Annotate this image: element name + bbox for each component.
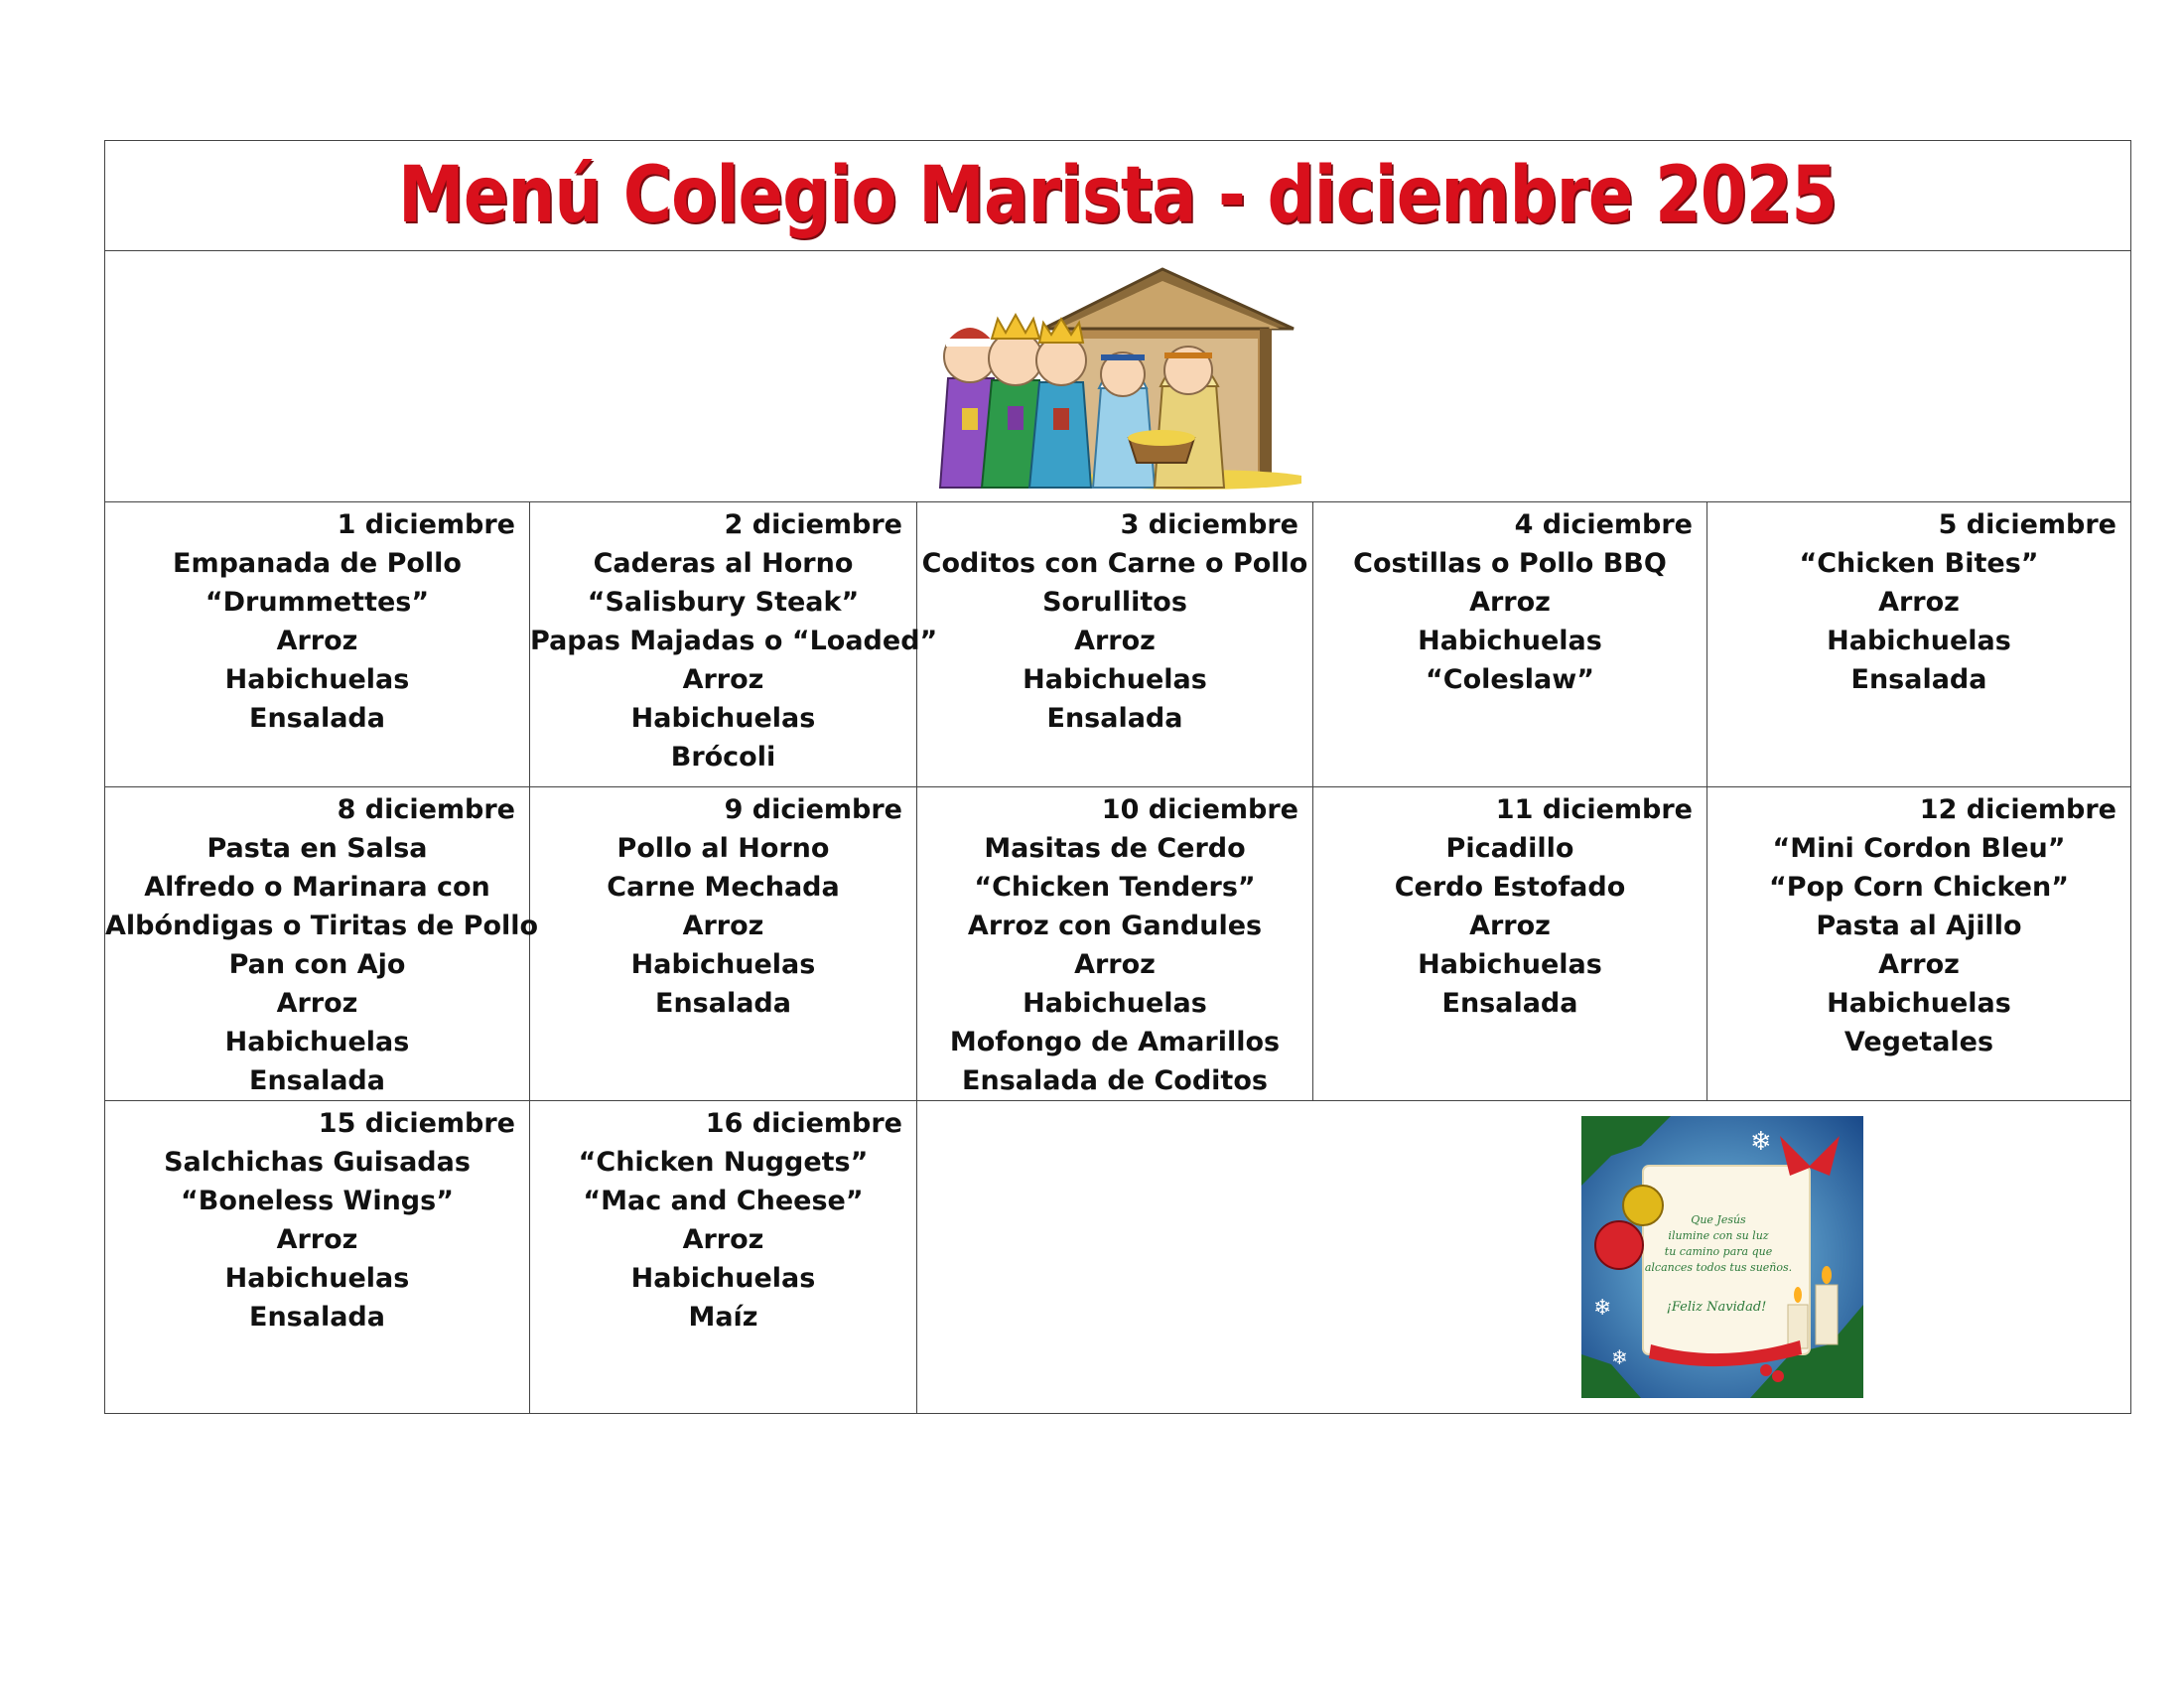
menu-item: “Salisbury Steak” <box>587 587 860 618</box>
menu-item: Ensalada <box>249 703 385 734</box>
card-line-1: Que Jesús <box>1691 1213 1746 1226</box>
day-items <box>1313 829 1706 1023</box>
day-date: 16 diciembre <box>705 1108 902 1139</box>
menu-item: Alfredo o Marinara con <box>144 872 490 903</box>
menu-item: “Mac and Cheese” <box>583 1186 864 1216</box>
menu-item: Coditos con Carne o Pollo <box>921 548 1308 579</box>
day-cell <box>105 787 539 1101</box>
menu-item: Picadillo <box>1445 833 1574 864</box>
christmas-card-cell <box>917 1101 2131 1414</box>
menu-item: Habichuelas <box>1418 626 1602 656</box>
menu-item: Carne Mechada <box>607 872 840 903</box>
day-date: 5 diciembre <box>1938 509 2116 540</box>
menu-item: Pasta en Salsa <box>206 833 428 864</box>
menu-item: “Chicken Nuggets” <box>578 1147 869 1178</box>
menu-item: Arroz <box>1469 587 1551 618</box>
title-cell <box>105 141 2131 251</box>
menu-item: Costillas o Pollo BBQ <box>1353 548 1667 579</box>
day-items <box>530 1143 916 1336</box>
day-date: 15 diciembre <box>318 1108 515 1139</box>
day-cell <box>105 1101 530 1414</box>
day-cell <box>105 502 530 787</box>
day-cell <box>917 502 1313 787</box>
day-cell <box>1313 787 1707 1101</box>
day-date: 4 diciembre <box>1514 509 1693 540</box>
svg-text:❄: ❄ <box>1750 1127 1772 1157</box>
menu-item: Ensalada <box>655 988 791 1019</box>
menu-item: “Boneless Wings” <box>181 1186 454 1216</box>
menu-item: Masitas de Cerdo <box>984 833 1246 864</box>
day-date: 3 diciembre <box>1120 509 1298 540</box>
day-date: 8 diciembre <box>337 794 515 825</box>
menu-item: Ensalada <box>1046 703 1183 734</box>
menu-item: “Chicken Bites” <box>1799 548 2039 579</box>
day-items <box>105 829 539 1100</box>
day-date: 9 diciembre <box>724 794 902 825</box>
menu-item: Arroz <box>1074 626 1156 656</box>
menu-item: Albóndigas o Tiritas de Pollo <box>105 911 539 941</box>
christmas-card-image <box>1581 1116 1863 1398</box>
menu-item: Habichuelas <box>1827 626 2011 656</box>
day-date: 11 diciembre <box>1495 794 1693 825</box>
day-date: 2 diciembre <box>724 509 902 540</box>
menu-item: Habichuelas <box>630 703 816 734</box>
menu-item: Salchichas Guisadas <box>164 1147 471 1178</box>
menu-item: Arroz <box>1469 911 1551 941</box>
menu-item: Habichuelas <box>224 1263 410 1294</box>
day-date: 1 diciembre <box>337 509 515 540</box>
menu-item: Habichuelas <box>224 664 410 695</box>
svg-text:❄: ❄ <box>1593 1296 1612 1321</box>
day-cell <box>530 502 938 787</box>
menu-item: Caderas al Horno <box>593 548 854 579</box>
menu-item: Arroz <box>682 664 764 695</box>
menu-item: Habichuelas <box>1023 988 1207 1019</box>
card-greeting: ¡Feliz Navidad! <box>1666 1300 1767 1315</box>
menu-item: Vegetales <box>1843 1027 1994 1057</box>
menu-item: “Drummettes” <box>205 587 430 618</box>
menu-item: Habichuelas <box>630 1263 816 1294</box>
menu-item: Pasta al Ajillo <box>1816 911 2022 941</box>
day-items <box>105 544 529 738</box>
menu-item: Habichuelas <box>630 949 816 980</box>
menu-item: “Coleslaw” <box>1426 664 1594 695</box>
day-cell <box>530 787 917 1101</box>
day-date: 10 diciembre <box>1101 794 1298 825</box>
menu-item: Brócoli <box>670 742 776 773</box>
day-cell <box>917 787 1313 1101</box>
menu-item: Arroz <box>1074 949 1156 980</box>
menu-item: Habichuelas <box>1418 949 1602 980</box>
menu-item: Ensalada de Coditos <box>962 1065 1268 1096</box>
menu-item: Arroz <box>276 1224 358 1255</box>
card-line-2: ilumine con su luz <box>1668 1229 1769 1242</box>
week-row-2 <box>105 787 2131 1101</box>
menu-item: Arroz <box>682 911 764 941</box>
menu-item: Habichuelas <box>1023 664 1207 695</box>
menu-item: Cerdo Estofado <box>1394 872 1626 903</box>
day-date: 12 diciembre <box>1919 794 2116 825</box>
menu-item: Empanada de Pollo <box>173 548 462 579</box>
card-line-4: alcances todos tus sueños. <box>1644 1261 1793 1274</box>
menu-item: “Chicken Tenders” <box>974 872 1256 903</box>
day-items <box>1707 544 2130 699</box>
day-cell <box>1707 787 2131 1101</box>
menu-item: Pan con Ajo <box>228 949 406 980</box>
menu-item: Mofongo de Amarillos <box>949 1027 1281 1057</box>
card-line-3: tu camino para que <box>1664 1245 1773 1258</box>
day-items <box>917 829 1312 1100</box>
menu-item: “Pop Corn Chicken” <box>1769 872 2069 903</box>
menu-item: Arroz <box>276 988 358 1019</box>
week-row-1 <box>105 502 2131 787</box>
menu-item: Ensalada <box>249 1302 385 1333</box>
menu-item: Sorullitos <box>1042 587 1187 618</box>
menu-item: Pollo al Horno <box>616 833 830 864</box>
menu-table <box>104 140 2131 1414</box>
day-items <box>917 544 1312 738</box>
day-items <box>530 544 938 776</box>
menu-item: “Mini Cordon Bleu” <box>1772 833 2066 864</box>
menu-item: Ensalada <box>249 1065 385 1096</box>
menu-item: Arroz <box>276 626 358 656</box>
menu-item: Ensalada <box>1441 988 1578 1019</box>
page-title: Menú Colegio Marista - diciembre 2025 <box>398 151 1838 240</box>
menu-item: Ensalada <box>1850 664 1987 695</box>
day-cell <box>1707 502 2131 787</box>
day-cell <box>530 1101 917 1414</box>
nativity-illustration <box>934 259 1301 490</box>
menu-item: Papas Majadas o “Loaded” <box>530 626 938 656</box>
menu-item: Arroz <box>1878 587 1960 618</box>
day-items <box>1313 544 1706 699</box>
menu-item: Arroz con Gandules <box>967 911 1263 941</box>
week-row-3 <box>105 1101 2131 1414</box>
day-items <box>105 1143 529 1336</box>
menu-item: Arroz <box>682 1224 764 1255</box>
nativity-image-cell <box>105 251 2131 502</box>
menu-item: Maíz <box>688 1302 758 1333</box>
menu-item: Habichuelas <box>1827 988 2011 1019</box>
menu-item: Habichuelas <box>224 1027 410 1057</box>
day-cell <box>1313 502 1707 787</box>
svg-text:❄: ❄ <box>1611 1345 1628 1369</box>
day-items <box>530 829 916 1023</box>
day-items <box>1707 829 2130 1061</box>
menu-item: Arroz <box>1878 949 1960 980</box>
